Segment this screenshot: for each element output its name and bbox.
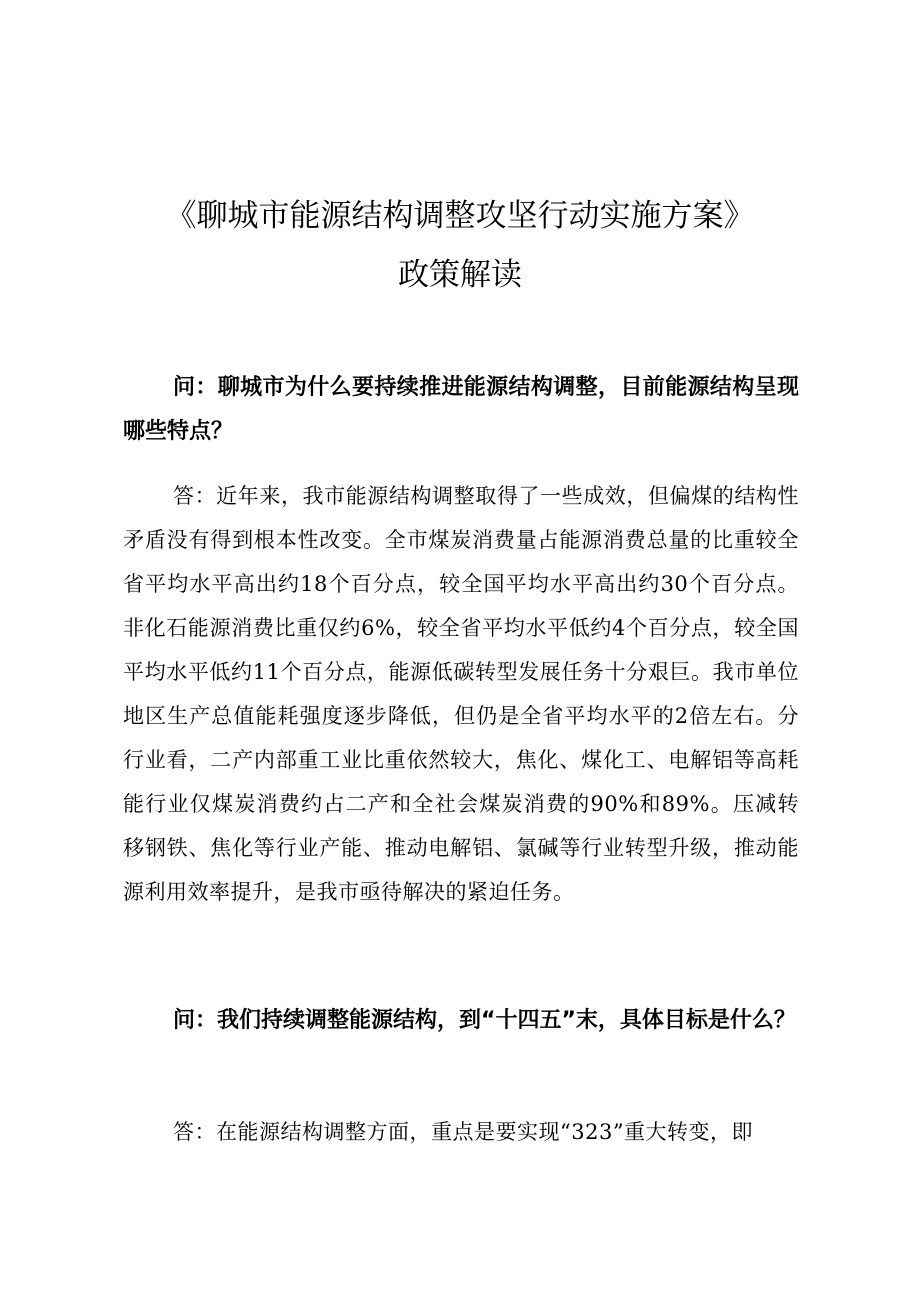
document-title: 《聊城市能源结构调整攻坚行动实施方案》 bbox=[165, 198, 755, 234]
answer-1: 答：近年来，我市能源结构调整取得了一些成效，但偏煤的结构性矛盾没有得到根本性改变。全市煤炭消费量占能源消费总量的比重较全省平均水平高出约18个百分点，较全国平均水平高出约30个百分点。非化石能源消费比重仅约6%，较全省平均水平低约4个百分点，较全国平均水平低约11个百分点，能源低碳转型发展任务十分艰巨。我市单位地区生产总值能耗强度逐步降低，但仍是全省平均水平的2倍左右。分行业看，二产内部重工业比重依然较大，焦化、煤化工、电解铝等高耗能行业仅煤炭消费约占二产和全社会煤炭消费的90%和89%。压减转移钢铁、焦化等行业产能、推动电解铝、氯碱等行业转型升级，推动能源利用效率提升，是我市亟待解决的紧迫任务。 bbox=[123, 484, 799, 904]
answer-2: 答：在能源结构调整方面，重点是要实现“323”重大转变，即 bbox=[173, 1120, 754, 1144]
question-1: 问：聊城市为什么要持续推进能源结构调整，目前能源结构呈现哪些特点？ bbox=[123, 375, 799, 444]
question-2: 问：我们持续调整能源结构，到“十四五”末，具体目标是什么？ bbox=[173, 1008, 796, 1033]
document-subtitle: 政策解读 bbox=[398, 257, 522, 293]
